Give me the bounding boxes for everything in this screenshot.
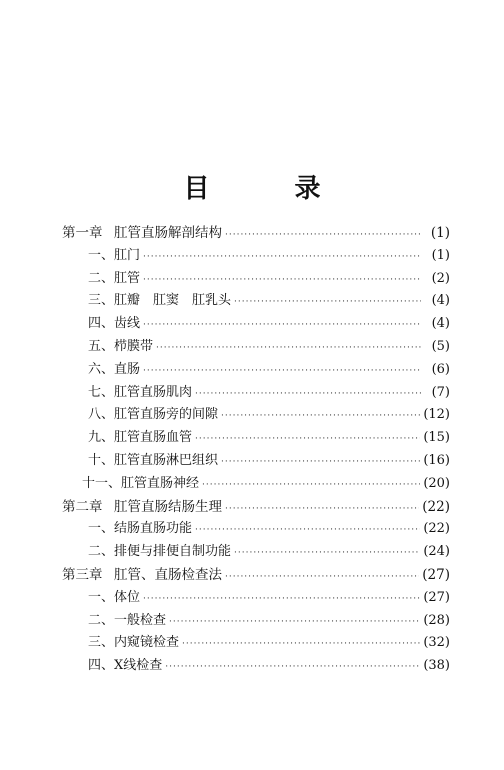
- toc-entry-title: [88, 518, 192, 541]
- toc-entry-title: [88, 290, 231, 313]
- entry-text: 三、肛瓣 肛窦 肛乳头: [88, 293, 232, 309]
- toc-section-entry: [62, 313, 450, 336]
- dot-leader: [225, 498, 419, 521]
- toc-entry-title: [82, 473, 199, 496]
- dot-leader: [234, 291, 421, 314]
- dot-leader: [202, 474, 420, 497]
- toc-entry-title: [88, 427, 192, 450]
- entry-text: 二、肛管: [88, 270, 141, 286]
- entry-text: 二、排便与排便自制功能: [88, 544, 232, 560]
- toc-entry-title: [88, 541, 231, 564]
- page-number: (7): [431, 384, 450, 400]
- page-number: (27): [422, 566, 450, 583]
- toc-chapter-entry: [62, 496, 450, 519]
- page-number: (20): [423, 475, 450, 491]
- toc-entry-title: [88, 632, 179, 655]
- entry-text: 三、内窥镜检查: [88, 635, 180, 651]
- page-number: (22): [422, 498, 450, 515]
- toc-entry-title: [88, 587, 140, 610]
- entry-text: 五、栉膜带: [88, 338, 154, 354]
- toc-entry-title: [62, 222, 222, 245]
- toc-section-entry: [62, 610, 450, 633]
- toc-entry-title: [88, 359, 140, 382]
- toc-entry-title: [88, 268, 140, 291]
- dot-leader: [156, 337, 421, 360]
- entry-text: 八、肛管直肠旁的间隙: [88, 407, 219, 423]
- toc-section-entry: [62, 632, 450, 655]
- entry-text: 六、直肠: [88, 361, 141, 377]
- page-number: (16): [423, 452, 450, 468]
- dot-leader: [195, 383, 421, 406]
- dot-leader: [221, 405, 420, 428]
- toc-entry-title: [62, 496, 222, 519]
- dot-leader: [195, 519, 420, 542]
- dot-leader: [225, 224, 421, 247]
- page-number: (32): [423, 635, 450, 651]
- entry-text: 肛管直肠解剖结构: [114, 225, 222, 241]
- toc-entry-title: [88, 382, 192, 405]
- page-number: (1): [431, 247, 450, 263]
- page-number: (2): [431, 270, 450, 286]
- page-number: (12): [423, 407, 450, 423]
- entry-text: 十一、肛管直肠神经: [82, 475, 200, 491]
- toc-entry-title: [62, 564, 222, 587]
- page-number: (6): [431, 361, 450, 377]
- dot-leader: [143, 360, 421, 383]
- toc-section-entry: [62, 268, 450, 291]
- entry-text: 七、肛管直肠肌肉: [88, 384, 193, 400]
- page-number: (5): [431, 338, 450, 354]
- entry-text: 二、一般检查: [88, 612, 167, 628]
- toc-chapter-entry: [62, 222, 450, 245]
- toc-section-entry: [62, 518, 450, 541]
- toc-section-entry: [62, 404, 450, 427]
- dot-leader: [165, 656, 420, 679]
- toc-section-entry: [62, 541, 450, 564]
- toc-entry-title: [88, 610, 166, 633]
- dot-leader: [143, 588, 420, 611]
- page-number: (4): [431, 293, 450, 309]
- dot-leader: [143, 269, 421, 292]
- dot-leader: [182, 633, 420, 656]
- toc-section-entry: [62, 245, 450, 268]
- dot-leader: [143, 246, 421, 269]
- dot-leader: [143, 314, 421, 337]
- page-number: (4): [431, 316, 450, 332]
- page-number: (27): [423, 589, 450, 605]
- entry-text: 一、肛门: [88, 247, 141, 263]
- chapter-number: 第三章: [62, 566, 103, 583]
- page-title: 目 录: [183, 174, 359, 204]
- toc-section-entry: [62, 587, 450, 610]
- page-number: (22): [423, 521, 450, 537]
- toc-section-entry: [62, 655, 450, 678]
- page-number: (24): [423, 544, 450, 560]
- toc-entry-title: [88, 313, 140, 336]
- toc-section-entry: [62, 473, 450, 496]
- table-of-contents: [62, 222, 450, 678]
- entry-text: 肛管直肠结肠生理: [114, 498, 222, 515]
- toc-entry-title: [88, 336, 153, 359]
- chapter-number: 第一章: [62, 225, 103, 241]
- page-number: (38): [423, 658, 450, 674]
- toc-entry-title: [88, 245, 140, 268]
- entry-text: 肛管、直肠检查法: [114, 566, 222, 583]
- toc-chapter-entry: [62, 564, 450, 587]
- entry-text: 一、结肠直肠功能: [88, 521, 193, 537]
- toc-section-entry: [62, 359, 450, 382]
- dot-leader: [225, 566, 419, 589]
- entry-text: 四、X线检查: [88, 658, 163, 674]
- toc-section-entry: [62, 427, 450, 450]
- toc-section-entry: [62, 290, 450, 313]
- dot-leader: [221, 451, 420, 474]
- dot-leader: [195, 428, 420, 451]
- toc-section-entry: [62, 382, 450, 405]
- dot-leader: [234, 542, 420, 565]
- entry-text: 九、肛管直肠血管: [88, 430, 193, 446]
- page-number: (1): [430, 225, 450, 241]
- toc-entry-title: [88, 655, 162, 678]
- chapter-number: 第二章: [62, 498, 103, 515]
- toc-section-entry: [62, 450, 450, 473]
- page-number: (28): [423, 612, 450, 628]
- page-number: (15): [423, 430, 450, 446]
- toc-section-entry: [62, 336, 450, 359]
- entry-text: 四、齿线: [88, 316, 141, 332]
- entry-text: 一、体位: [88, 589, 141, 605]
- dot-leader: [169, 611, 420, 634]
- toc-entry-title: [88, 450, 218, 473]
- toc-entry-title: [88, 404, 218, 427]
- entry-text: 十、肛管直肠淋巴组织: [88, 452, 219, 468]
